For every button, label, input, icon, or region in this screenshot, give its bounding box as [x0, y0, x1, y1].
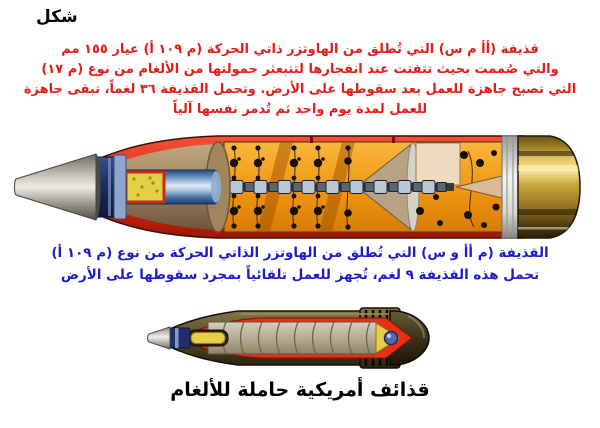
lower-caption	[0, 242, 600, 286]
base-plug	[518, 136, 580, 238]
lower-caption-line-2: تحمل هذه القذيفة ٩ لغم، تُجهز للعمل تلقائياً بمجرد سقوطها على الأرض	[60, 267, 540, 283]
figure-label: شكل	[36, 7, 78, 27]
rim-joint-mark	[392, 136, 395, 143]
large-shell-illustration	[12, 131, 584, 243]
upper-caption-line-2: والتي صُممت بحيث تتفتت عند انفجارها لتتبعثر حمولتها من الألغام من نوع (م ١٧)	[41, 62, 559, 77]
obturator-ring	[502, 136, 519, 238]
bottom-caption: قذائف أمريكية حاملة للألغام	[170, 379, 430, 401]
rear-plug-highlight	[387, 334, 391, 338]
upper-caption-line-1: قذيفة (أأ م س) التي تُطلق من الهاوتزر ذاتي الحركة (م ١٠٩ أ) عيار ١٥٥ مم	[61, 42, 539, 57]
nose-cone	[15, 154, 97, 220]
charge-capsule	[191, 333, 225, 344]
charge-window	[126, 172, 164, 202]
rear-plug	[385, 332, 398, 345]
upper-caption	[0, 40, 600, 120]
upper-caption-line-4: للعمل لمدة يوم واحد ثم تُدمر نفسها آلياً	[172, 102, 428, 117]
lower-caption-line-1: القذيفة (م أأ و س) التي تُطلق من الهاوتزر الذاتي الحركة من نوع (م ١٠٩ أ)	[51, 245, 549, 261]
small-shell-illustration	[146, 306, 434, 370]
upper-caption-line-3: التي تصبح جاهزة للعمل بعد سقوطها على الأرض. وتحمل القذيفة ٣٦ لغماً، تبقى جاهزة	[23, 82, 577, 97]
fuze-block	[170, 328, 190, 348]
nose-tip	[148, 327, 171, 349]
ivory-compartment	[416, 143, 460, 185]
rim-joint-mark	[310, 136, 313, 143]
